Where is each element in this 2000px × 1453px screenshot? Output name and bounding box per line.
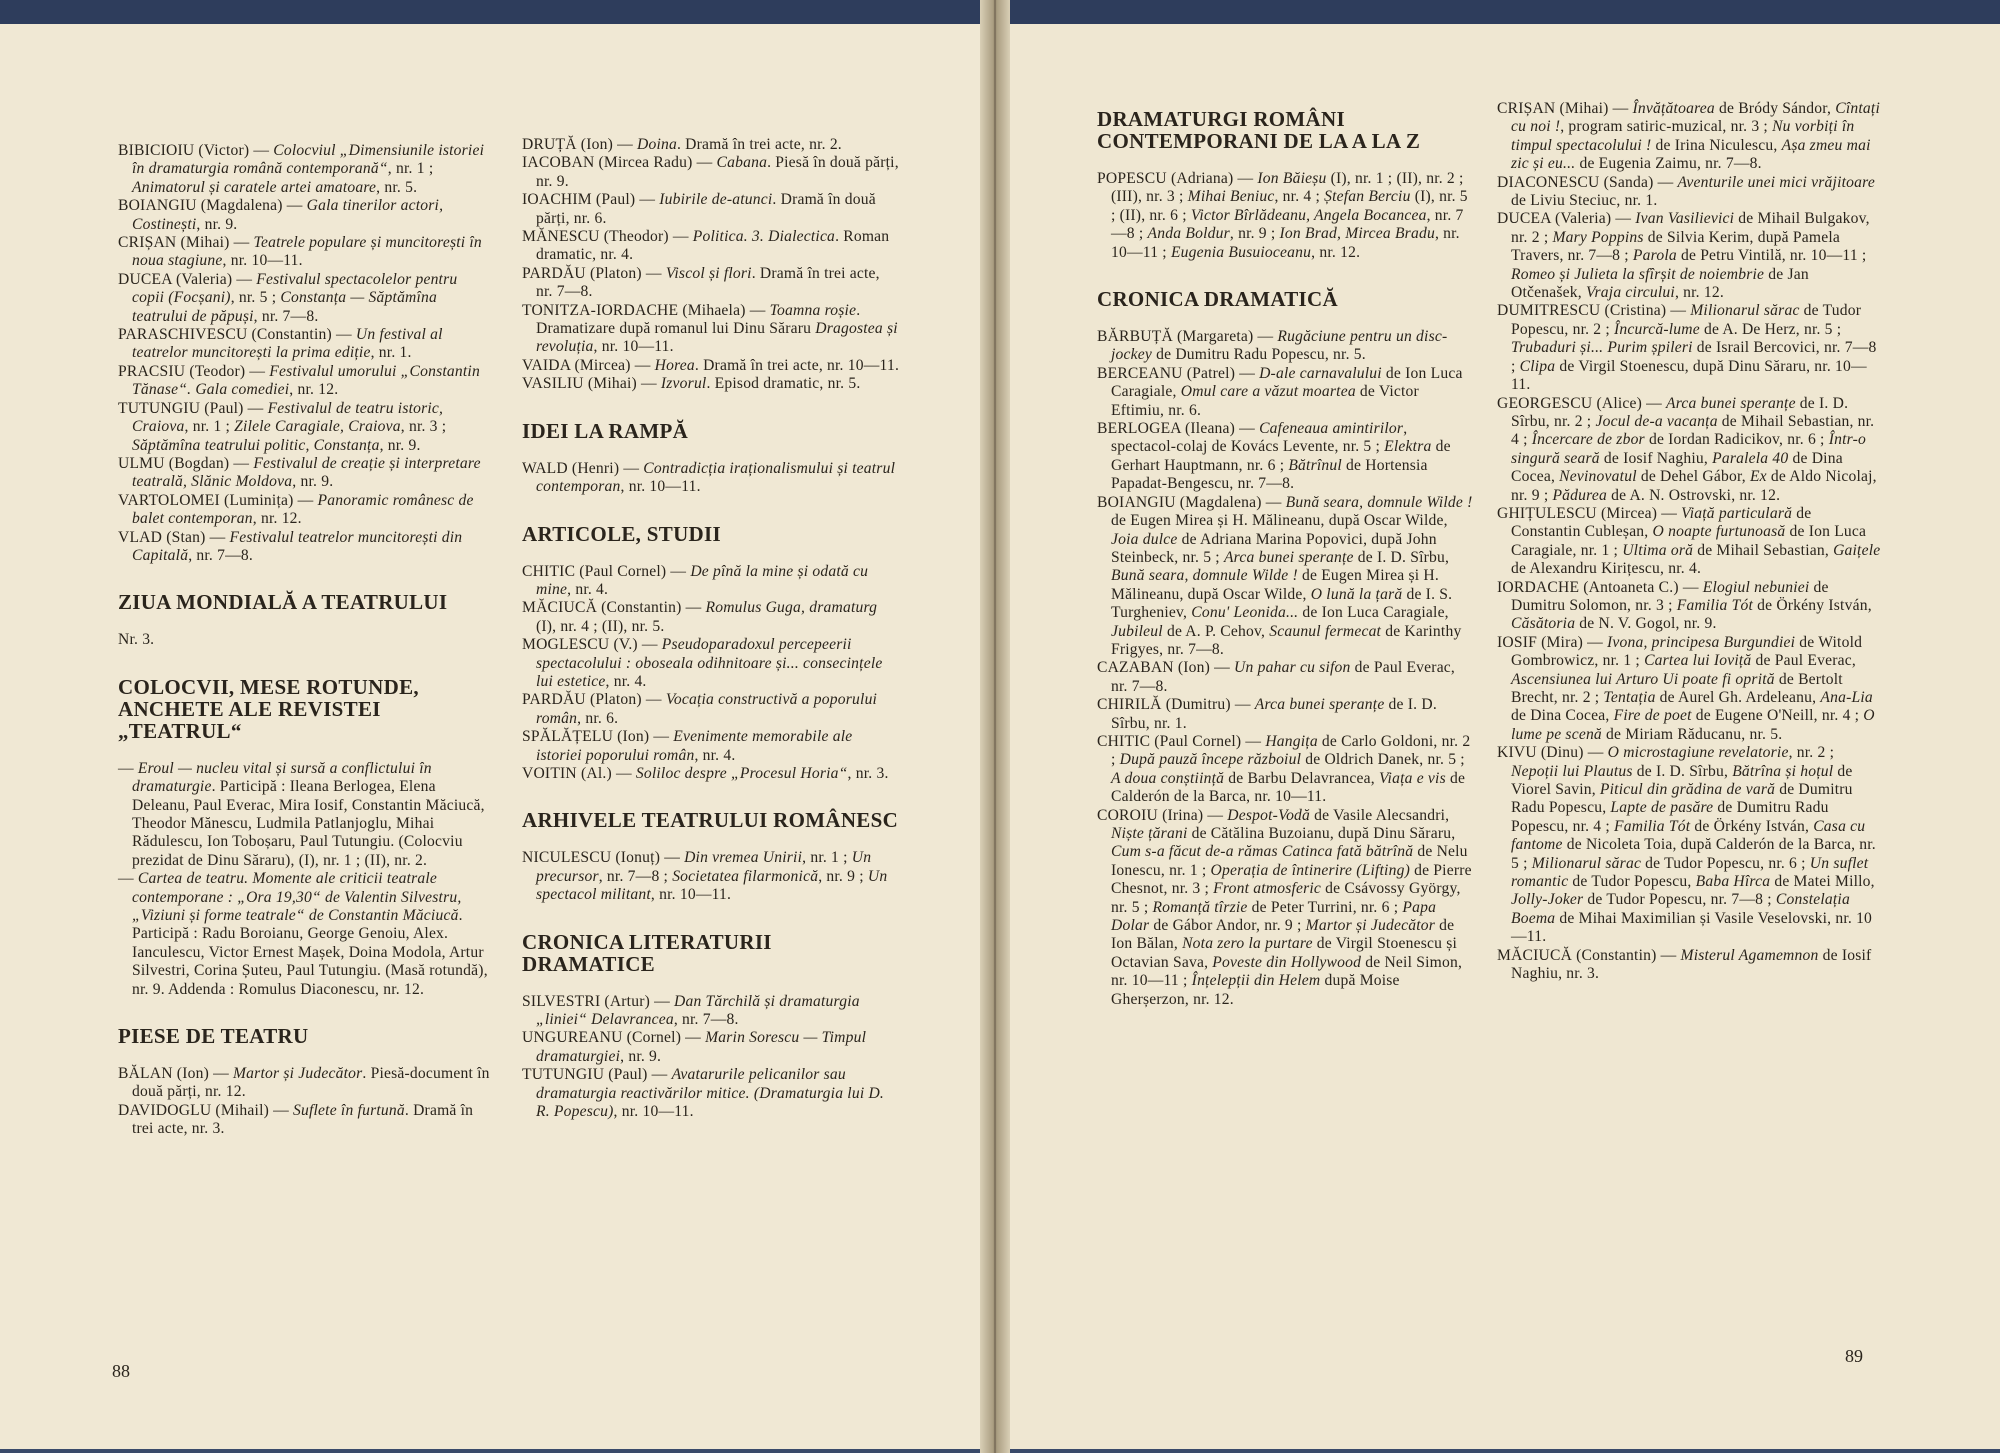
section-heading: CRONICA DRAMATICĂ bbox=[1097, 287, 1338, 312]
bibliography-entry: IOSIF (Mira) — Ivona, principesa Burgundiei de Witold Gombrowicz, nr. 1 ; Cartea lui Ioviță de Paul Everac, Ascensiunea lui Arturo Ui poate fi oprită de Bertolt Brecht, nr. 2 ; Tentația de Aurel Gh. Ardeleanu, Ana-Lia de Dina Cocea, Fire de poet de Eugene O'Neill, nr. 4 ; O lume pe scenă de Miriam Răducanu, nr. 5. bbox=[1497, 633, 1875, 743]
bibliography-entry: VASILIU (Mihai) — Izvorul. Episod dramatic, nr. 5. bbox=[522, 375, 861, 393]
left-page-column-2 bbox=[522, 136, 900, 1121]
section-heading: CRONICA LITERATURII DRAMATICE bbox=[522, 929, 772, 976]
bibliography-entry: — Eroul — nucleu vital și sursă a conflictului în dramaturgie. Participă : Ileana Berlogea, Elena Deleanu, Paul Everac, Mira Iosif, Constantin Măciucă, Theodor Mănescu, Ludmila Patlanjoglu, Mihai Rădulescu, Ion Toboșaru, Paul Tutungiu. (Colocviu prezidat de Dinu Săraru), (I), nr. 1 ; (II), nr. 2. bbox=[118, 759, 485, 869]
bibliography-entry: MOGLESCU (V.) — Pseudoparadoxul percepeerii spectacolului : oboseala odihnitoare și... consecințele lui estetice, nr. 4. bbox=[522, 636, 883, 690]
bibliography-entry: CRIȘAN (Mihai) — Învățătoarea de Bródy Sándor, Cîntați cu noi !, program satiric-muzical, nr. 3 ; Nu vorbiți în timpul spectacolului ! de Irina Niculescu, Așa zmeu mai zic și eu... de Eugenia Zaimu, nr. 7—8. bbox=[1497, 100, 1880, 173]
bibliography-entry: DUCEA (Valeria) — Festivalul spectacolelor pentru copii (Focșani), nr. 5 ; Constanța — Săptămîna teatrului de păpuși, nr. 7—8. bbox=[118, 270, 458, 325]
bibliography-entry: MĂCIUCĂ (Constantin) — Romulus Guga, dramaturg (I), nr. 4 ; (II), nr. 5. bbox=[522, 599, 878, 635]
bibliography-entry: UNGUREANU (Cornel) — Marin Sorescu — Timpul dramaturgiei, nr. 9. bbox=[522, 1029, 867, 1065]
bibliography-entry: MĂNESCU (Theodor) — Politica. 3. Dialectica. Roman dramatic, nr. 4. bbox=[522, 228, 890, 264]
bibliography-entry: BOIANGIU (Magdalena) — Bună seara, domnule Wilde ! de Eugen Mirea și H. Mălineanu, după Oscar Wilde, Joia dulce de Adriana Marina Popovici, după John Steinbeck, nr. 5 ; Arca bunei speranțe de I. D. Sîrbu, Bună seara, domnule Wilde ! de Eugen Mirea și H. Mălineanu, după Oscar Wilde, O lună la țară de I. S. Turgheniev, Conu' Leonida... de Ion Luca Caragiale, Jubileul de A. P. Cehov, Scaunul fermecat de Karinthy Frigyes, nr. 7—8. bbox=[1097, 493, 1473, 658]
bibliography-entry: IACOBAN (Mircea Radu) — Cabana. Piesă în două părți, nr. 9. bbox=[522, 154, 899, 190]
bibliography-entry: TONITZA-IORDACHE (Mihaela) — Toamna roșie. Dramatizare după romanul lui Dinu Săraru Dragostea și revoluția, nr. 10—11. bbox=[522, 301, 898, 356]
bibliography-entry: SPĂLĂȚELU (Ion) — Evenimente memorabile ale istoriei poporului român, nr. 4. bbox=[522, 728, 853, 764]
bibliography-entry: PARASCHIVESCU (Constantin) — Un festival al teatrelor muncitorești la prima ediție, nr. 1. bbox=[118, 326, 443, 362]
bibliography-entry: VARTOLOMEI (Luminița) — Panoramic românesc de balet contemporan, nr. 12. bbox=[118, 491, 474, 528]
text-line: Nr. 3. bbox=[118, 631, 155, 649]
bibliography-entry: DUMITRESCU (Cristina) — Milionarul sărac de Tudor Popescu, nr. 2 ; Încurcă-lume de A. De Herz, nr. 5 ; Trubaduri și... Purim șpileri de Israil Bercovici, nr. 7—8 ; Clipa de Virgil Stoenescu, după Dinu Săraru, nr. 10—11. bbox=[1497, 302, 1877, 394]
bibliography-entry: BĂRBUȚĂ (Margareta) — Rugăciune pentru un disc-jockey de Dumitru Radu Popescu, nr. 5. bbox=[1097, 328, 1448, 364]
bibliography-entry: CHIRILĂ (Dumitru) — Arca bunei speranțe de I. D. Sîrbu, nr. 1. bbox=[1097, 696, 1437, 732]
section-heading: DRAMATURGI ROMÂNI CONTEMPORANI DE LA A LA Z bbox=[1097, 107, 1421, 153]
book-gutter bbox=[980, 0, 1010, 1453]
bibliography-entry: NICULESCU (Ionuț) — Din vremea Unirii, nr. 1 ; Un precursor, nr. 7—8 ; Societatea filarmonică, nr. 9 ; Un spectacol militant, nr. 10—11. bbox=[522, 849, 888, 904]
bibliography-entry: PARDĂU (Platon) — Viscol și flori. Dramă în trei acte, nr. 7—8. bbox=[522, 264, 880, 301]
bibliography-entry: TUTUNGIU (Paul) — Avatarurile pelicanilor sau dramaturgia reactivărilor mitice. (Dramaturgia lui D. R. Popescu), nr. 10—11. bbox=[522, 1066, 885, 1121]
section-heading: COLOCVII, MESE ROTUNDE, ANCHETE ALE REVISTEI „TEATRUL“ bbox=[118, 674, 419, 743]
bibliography-entry: IORDACHE (Antoaneta C.) — Elogiul nebuniei de Dumitru Solomon, nr. 3 ; Familia Tót de Örkény István, Căsătoria de N. V. Gogol, nr. 9. bbox=[1497, 578, 1872, 633]
section-heading: IDEI LA RAMPĂ bbox=[522, 418, 689, 443]
page-number: 89 bbox=[1845, 1346, 1863, 1366]
bibliography-entry: CAZABAN (Ion) — Un pahar cu sifon de Paul Everac, nr. 7—8. bbox=[1097, 659, 1456, 695]
section-heading: PIESE DE TEATRU bbox=[118, 1024, 309, 1049]
bibliography-entry: BIBICIOIU (Victor) — Colocviul „Dimensiunile istoriei în dramaturgia română contemporană“, nr. 1 ; Animatorul și caratele artei amatoare, nr. 5. bbox=[118, 142, 485, 196]
left-page-column-1 bbox=[118, 142, 493, 1139]
bibliography-entry: POPESCU (Adriana) — Ion Băieșu (I), nr. 1 ; (II), nr. 2 ; (III), nr. 3 ; Mihai Beniuc, nr. 4 ; Ștefan Berciu (I), nr. 5 ; (II), nr. 6 ; Victor Bîrlădeanu, Angela Bocancea, nr. 7—8 ; Anda Boldur, nr. 9 ; Ion Brad, Mircea Bradu, nr. 10—11 ; Eugenia Busuioceanu, nr. 12. bbox=[1097, 170, 1468, 261]
section-heading: ARHIVELE TEATRULUI ROMÂNESC bbox=[522, 808, 899, 833]
page-number: 88 bbox=[112, 1361, 130, 1381]
bibliography-entry: VLAD (Stan) — Festivalul teatrelor muncitorești din Capitală, nr. 7—8. bbox=[118, 528, 463, 564]
bibliography-entry: PARDĂU (Platon) — Vocația constructivă a poporului român, nr. 6. bbox=[522, 691, 878, 727]
bibliography-entry: BERLOGEA (Ileana) — Cafeneaua amintirilor, spectacol-colaj de Kovács Levente, nr. 5 ; Elektra de Gerhart Hauptmann, nr. 6 ; Bătrînul de Hortensia Papadat-Bengescu, nr. 7—8. bbox=[1097, 420, 1451, 493]
bibliography-entry: IOACHIM (Paul) — Iubirile de-atunci. Dramă în două părți, nr. 6. bbox=[522, 191, 876, 227]
bibliography-entry: MĂCIUCĂ (Constantin) — Misterul Agamemnon de Iosif Naghiu, nr. 3. bbox=[1497, 946, 1872, 983]
bibliography-entry: WALD (Henri) — Contradicția iraționalismului și teatrul contemporan, nr. 10—11. bbox=[522, 459, 896, 496]
bibliography-entry: GHIȚULESCU (Mircea) — Viață particulară de Constantin Cubleșan, O noapte furtunoasă de Ion Luca Caragiale, nr. 1 ; Ultima oră de Mihail Sebastian, Gaițele de Alexandru Kirițescu, nr. 4. bbox=[1497, 504, 1881, 578]
bibliography-entry: VOITIN (Al.) — Soliloc despre „Procesul Horia“, nr. 3. bbox=[522, 764, 889, 782]
right-page-column-1 bbox=[1097, 108, 1475, 1009]
section-heading: ZIUA MONDIALĂ A TEATRULUI bbox=[118, 590, 448, 615]
right-page bbox=[995, 24, 2000, 1449]
bibliography-entry: CHITIC (Paul Cornel) — Hangița de Carlo Goldoni, nr. 2 ; După pauză începe războiul de Oldrich Danek, nr. 5 ; A doua conștiință de Barbu Delavrancea, Viața e vis de Calderón de la Barca, nr. 10—11. bbox=[1097, 732, 1471, 806]
section-heading: ARTICOLE, STUDII bbox=[522, 521, 721, 546]
bibliography-entry: KIVU (Dinu) — O microstagiune revelatorie, nr. 2 ; Nepoții lui Plautus de I. D. Sîrbu, Bătrîna și hoțul de Viorel Savin, Piticul din grădina de vară de Dumitru Radu Popescu, Lapte de pasăre de Dumitru Radu Popescu, nr. 4 ; Familia Tót de Örkény István, Casa cu fantome de Nicoleta Toia, după Calderón de la Barca, nr. 5 ; Milionarul sărac de Tudor Popescu, nr. 6 ; Un suflet romantic de Tudor Popescu, Baba Hîrca de Matei Millo, Jolly-Joker de Tudor Popescu, nr. 7—8 ; Constelația Boema de Mihai Maximilian și Vasile Veselovski, nr. 10—11. bbox=[1497, 744, 1876, 946]
bibliography-entry: ULMU (Bogdan) — Festivalul de creație și interpretare teatrală, Slănic Moldova, nr. 9. bbox=[118, 454, 481, 491]
bibliography-entry: BERCEANU (Patrel) — D-ale carnavalului de Ion Luca Caragiale, Omul care a văzut moartea de Victor Eftimiu, nr. 6. bbox=[1097, 364, 1463, 419]
bibliography-entry: DUCEA (Valeria) — Ivan Vasilievici de Mihail Bulgakov, nr. 2 ; Mary Poppins de Silvia Kerim, după Pamela Travers, nr. 7—8 ; Parola de Petru Vintilă, nr. 10—11 ; Romeo și Julieta la sfîrșit de noiembrie de Jan Otčenašek, Vraja circului, nr. 12. bbox=[1497, 210, 1870, 302]
bibliography-entry: DAVIDOGLU (Mihail) — Suflete în furtună. Dramă în trei acte, nr. 3. bbox=[118, 1101, 474, 1138]
bibliography-entry: VAIDA (Mircea) — Horea. Dramă în trei acte, nr. 10—11. bbox=[522, 356, 900, 374]
bibliography-entry: DIACONESCU (Sanda) — Aventurile unei mici vrăjitoare de Liviu Steciuc, nr. 1. bbox=[1497, 173, 1875, 210]
bibliography-entry: CHITIC (Paul Cornel) — De pînă la mine și odată cu mine, nr. 4. bbox=[522, 562, 869, 598]
right-page-column-2 bbox=[1497, 100, 1882, 984]
bibliography-entry: BOIANGIU (Magdalena) — Gala tinerilor actori, Costinești, nr. 9. bbox=[118, 197, 444, 233]
bibliography-entry: TUTUNGIU (Paul) — Festivalul de teatru istoric, Craiova, nr. 1 ; Zilele Caragiale, Craiova, nr. 3 ; Săptămîna teatrului politic, Constanța, nr. 9. bbox=[118, 399, 447, 454]
bibliography-entry: CRIȘAN (Mihai) — Teatrele populare și muncitorești în noua stagiune, nr. 10—11. bbox=[118, 234, 482, 270]
bibliography-entry: COROIU (Irina) — Despot-Vodă de Vasile Alecsandri, Niște țărani de Cătălina Buzoianu, după Dinu Săraru, Cum s-a făcut de-a rămas Catinca fată bătrînă de Nelu Ionescu, nr. 1 ; Operația de întinerire (Lifting) de Pierre Chesnot, nr. 3 ; Front atmosferic de Csávossy György, nr. 5 ; Romanță tîrzie de Peter Turrini, nr. 6 ; Papa Dolar de Gábor Andor, nr. 9 ; Martor și Judecător de Ion Bălan, Nota zero la purtare de Virgil Stoenescu și Octavian Sava, Poveste din Hollywood de Neil Simon, nr. 10—11 ; Înțelepții din Helem după Moise Gherșerzon, nr. 12. bbox=[1097, 806, 1472, 1008]
bibliography-entry: GEORGESCU (Alice) — Arca bunei speranțe de I. D. Sîrbu, nr. 2 ; Jocul de-a vacanța de Mihail Sebastian, nr. 4 ; Încercare de zbor de Iordan Radicikov, nr. 6 ; Într-o singură seară de Iosif Naghiu, Paralela 40 de Dina Cocea, Nevinovatul de Dehel Gábor, Ex de Aldo Nicolaj, nr. 9 ; Pădurea de A. N. Ostrovski, nr. 12. bbox=[1497, 394, 1877, 504]
bibliography-entry: DRUȚĂ (Ion) — Doina. Dramă în trei acte, nr. 2. bbox=[522, 136, 842, 153]
bibliography-entry: SILVESTRI (Artur) — Dan Tărchilă și dramaturgia „liniei“ Delavrancea, nr. 7—8. bbox=[522, 992, 860, 1028]
bibliography-entry: BĂLAN (Ion) — Martor și Judecător. Piesă-document în două părți, nr. 12. bbox=[118, 1065, 490, 1101]
left-page bbox=[0, 24, 992, 1449]
bibliography-entry: PRACSIU (Teodor) — Festivalul umorului „Constantin Tănase“. Gala comediei, nr. 12. bbox=[118, 362, 480, 399]
bibliography-entry: — Cartea de teatru. Momente ale criticii teatrale contemporane : „Ora 19,30“ de Valentin Silvestru, „Viziuni și forme teatrale“ de Constantin Măciucă. Participă : Radu Boroianu, George Genoiu, Alex. Ianculescu, Victor Ernest Mașek, Doina Modola, Artur Silvestri, Corina Șuteu, Paul Tutungiu. (Masă rotundă), nr. 9. Addenda : Romulus Diaconescu, nr. 12. bbox=[118, 870, 488, 998]
